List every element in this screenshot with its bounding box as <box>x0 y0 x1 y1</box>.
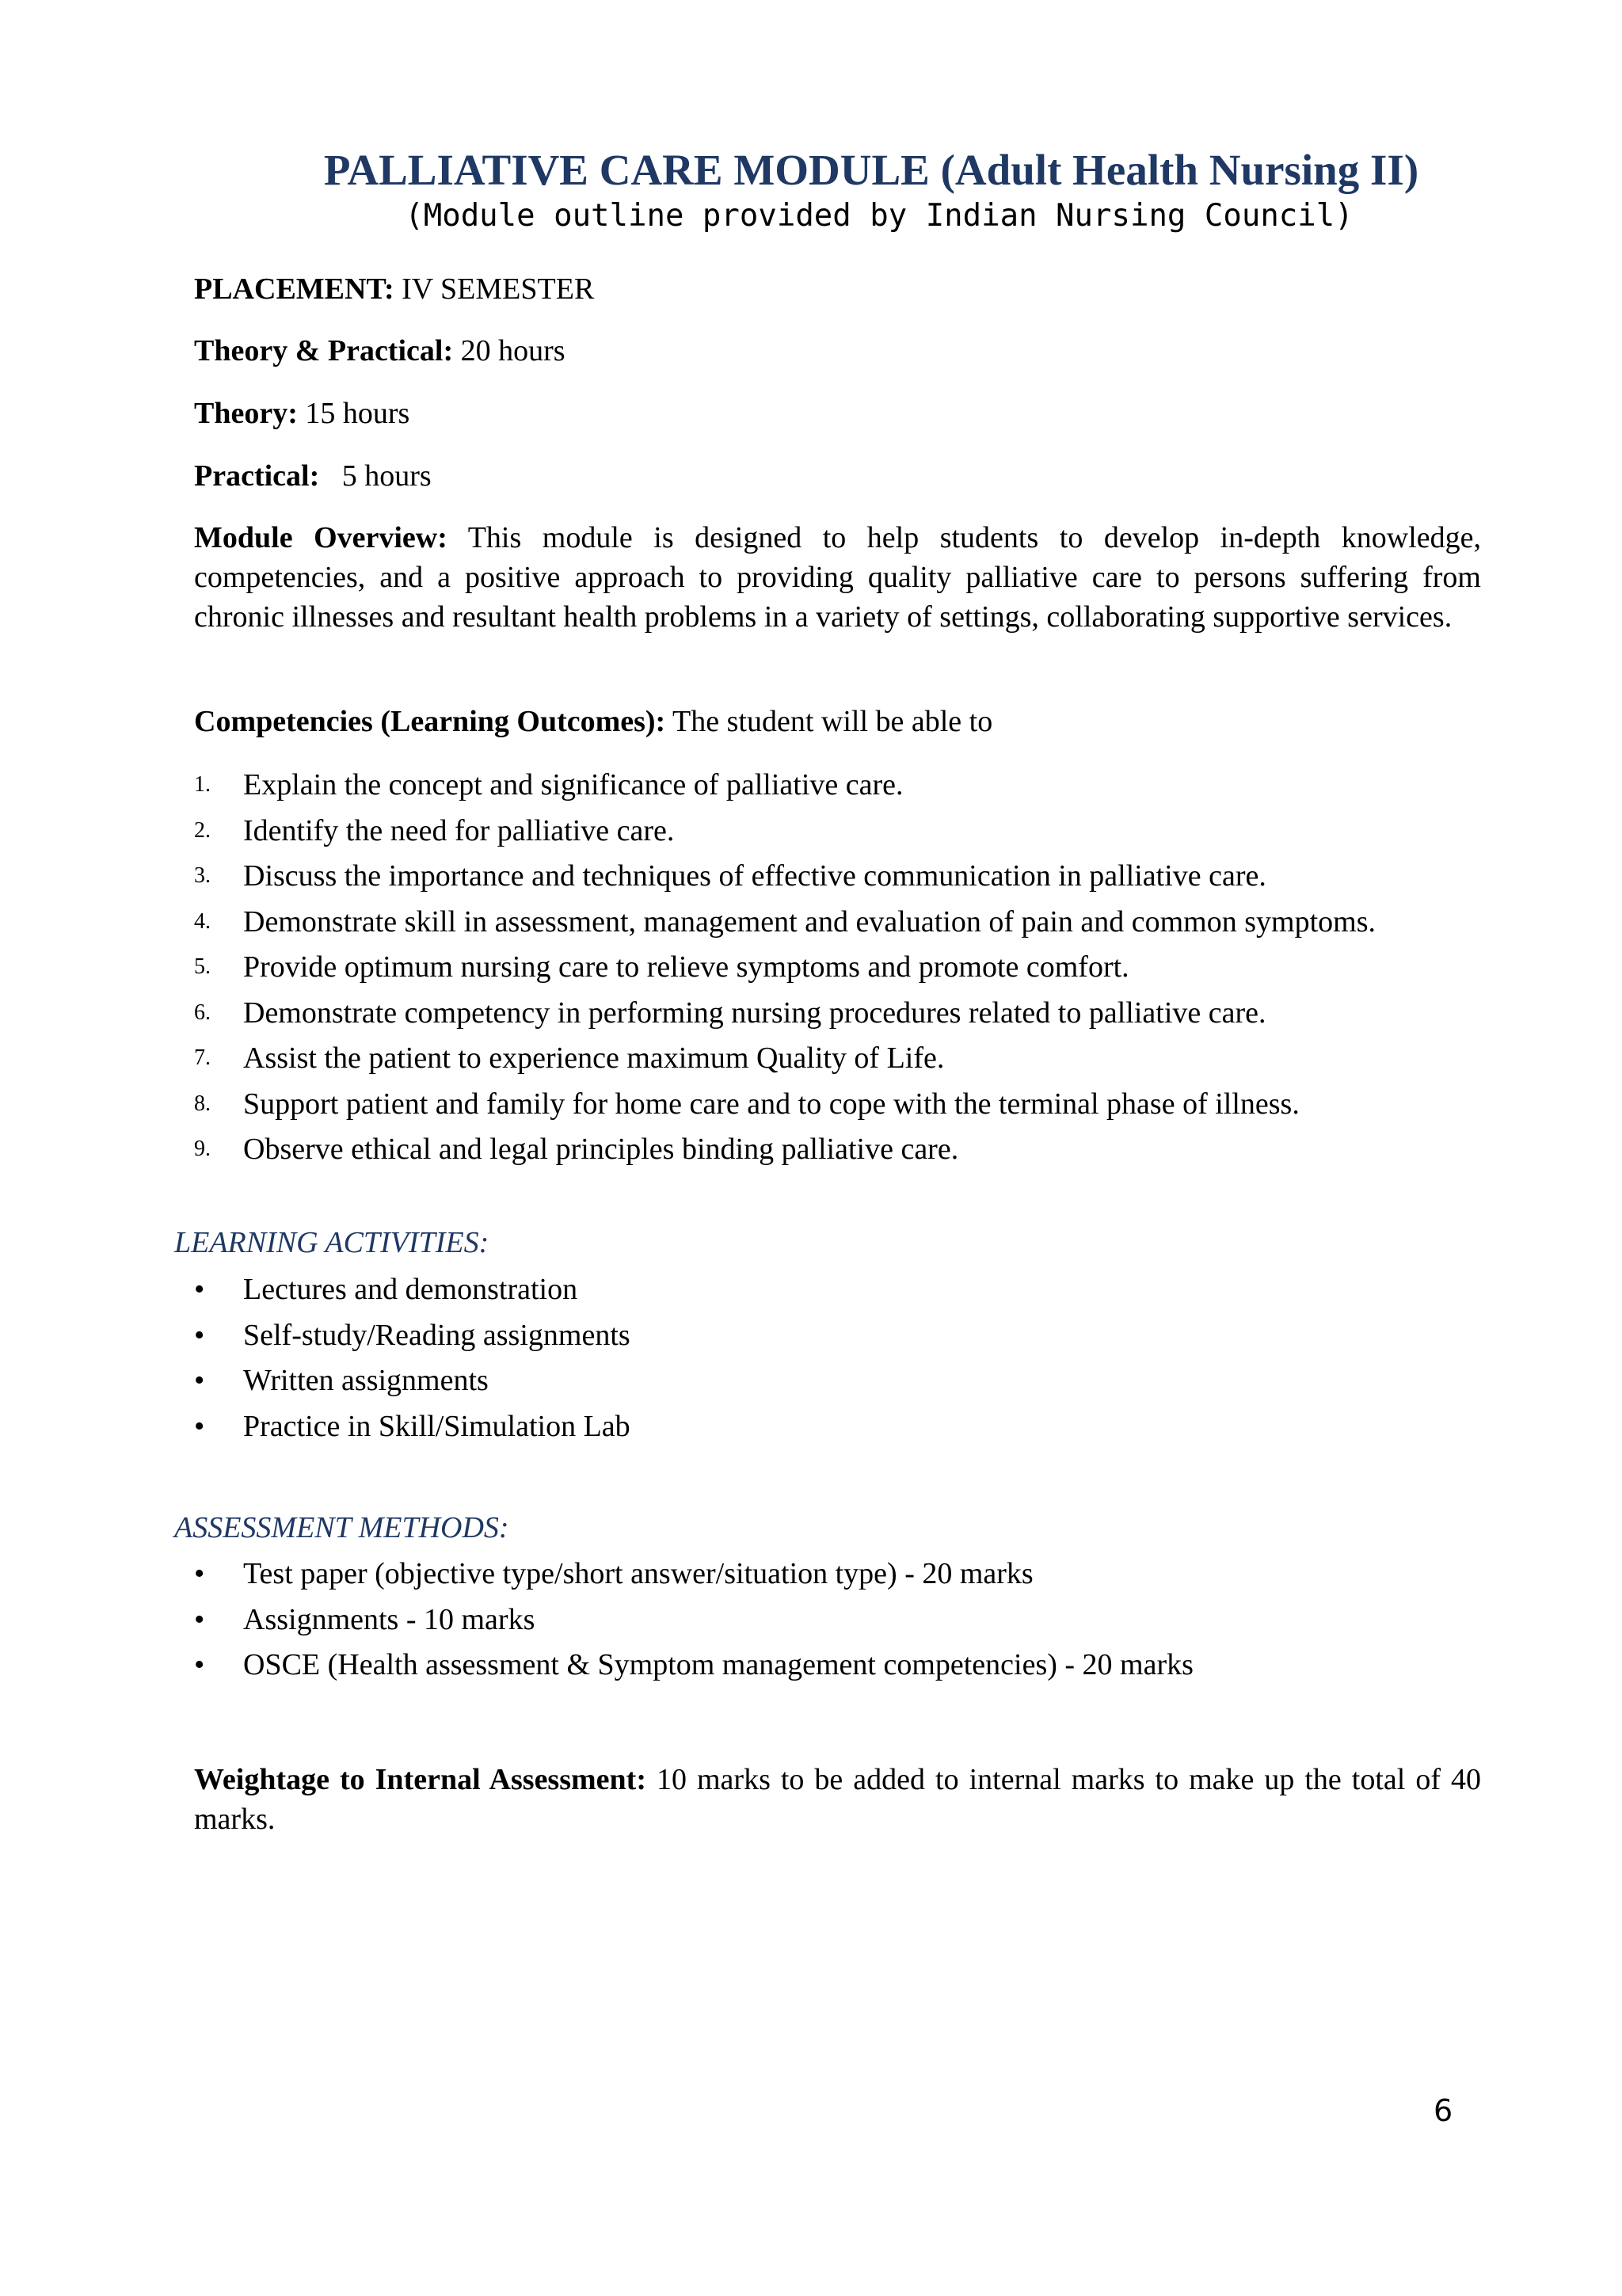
list-item <box>194 902 1540 948</box>
page-number: 6 <box>1434 2093 1453 2128</box>
list-item-text: OSCE (Health assessment & Symptom management competencies) - 20 marks <box>243 1648 1194 1681</box>
placement-line <box>194 269 594 309</box>
list-item-text: Demonstrate competency in performing nursing procedures related to palliative care. <box>243 996 1266 1030</box>
learning-activities-heading: LEARNING ACTIVITIES: <box>174 1226 489 1259</box>
placement-label: PLACEMENT: <box>194 272 394 306</box>
weightage-paragraph <box>194 1760 1481 1839</box>
list-item <box>194 811 1540 857</box>
list-item-number: 2. <box>194 817 211 843</box>
list-item-number: 5. <box>194 954 211 979</box>
theory-line <box>194 394 409 433</box>
list-item-text: Self-study/Reading assignments <box>243 1318 630 1352</box>
list-item-number: 9. <box>194 1137 211 1161</box>
list-item <box>194 1038 1540 1084</box>
practical-label: Practical: <box>194 459 320 493</box>
list-item-text: Explain the concept and significance of palliative care. <box>243 768 904 802</box>
list-item <box>194 1554 1540 1600</box>
list-item <box>194 1407 1540 1453</box>
list-item <box>194 856 1540 902</box>
list-item-number: 3. <box>194 863 211 888</box>
theory-label: Theory: <box>194 397 298 430</box>
list-item-text: Lectures and demonstration <box>243 1273 578 1306</box>
list-item-number: 4. <box>194 908 211 934</box>
module-overview <box>194 518 1481 637</box>
assessment-methods-list <box>194 1554 1540 1691</box>
competencies-list <box>194 765 1540 1175</box>
bullet-icon: • <box>194 1409 205 1443</box>
bullet-icon: • <box>194 1273 205 1306</box>
list-item-text: Test paper (objective type/short answer/situation type) - 20 marks <box>243 1557 1034 1590</box>
list-item-text: Support patient and family for home care and to cope with the terminal phase of illness. <box>243 1087 1300 1121</box>
practical-line <box>194 456 432 496</box>
page-subtitle: (Module outline provided by Indian Nursing Council) <box>405 198 1354 234</box>
list-item <box>194 1600 1540 1646</box>
theory-practical-line <box>194 331 565 371</box>
bullet-icon: • <box>194 1364 205 1397</box>
list-item-number: 8. <box>194 1091 211 1116</box>
overview-text: This module is designed to help students to develop in-depth knowledge, competencies, and a positive approach to providing quality palliative care to persons suffering from chronic illnesses and resultant health problems in a variety of settings, collaborating supportive services. <box>194 521 1482 634</box>
theory-practical-value: 20 hours <box>453 334 565 367</box>
list-item-number: 6. <box>194 1000 211 1025</box>
bullet-icon: • <box>194 1648 205 1681</box>
list-item-text: Practice in Skill/Simulation Lab <box>243 1409 630 1443</box>
list-item-text: Written assignments <box>243 1364 489 1397</box>
list-item-text: Assignments - 10 marks <box>243 1602 535 1636</box>
list-item <box>194 993 1540 1039</box>
weightage-label: Weightage to Internal Assessment: <box>194 1763 646 1796</box>
practical-value: 5 hours <box>319 459 432 493</box>
list-item <box>194 1645 1540 1691</box>
page-title: PALLIATIVE CARE MODULE (Adult Health Nursing II) <box>323 146 1419 194</box>
list-item <box>194 1129 1540 1175</box>
competencies-label: Competencies (Learning Outcomes): <box>194 705 666 738</box>
list-item-text: Identify the need for palliative care. <box>243 813 675 847</box>
competencies-intro: The student will be able to <box>665 705 993 738</box>
list-item <box>194 947 1540 993</box>
list-item <box>194 1270 1540 1316</box>
learning-activities-list <box>194 1270 1540 1452</box>
list-item-text: Observe ethical and legal principles binding palliative care. <box>243 1133 959 1166</box>
list-item <box>194 1361 1540 1407</box>
list-item-text: Assist the patient to experience maximum Quality of Life. <box>243 1041 945 1075</box>
list-item-number: 7. <box>194 1045 211 1070</box>
list-item-text: Discuss the importance and techniques of effective communication in palliative care. <box>243 859 1266 893</box>
bullet-icon: • <box>194 1602 205 1636</box>
list-item <box>194 1316 1540 1361</box>
bullet-icon: • <box>194 1557 205 1590</box>
overview-label: Module Overview: <box>194 521 447 554</box>
list-item-number: 1. <box>194 772 211 797</box>
bullet-icon: • <box>194 1318 205 1352</box>
list-item-text: Demonstrate skill in assessment, management and evaluation of pain and common symptoms. <box>243 904 1376 939</box>
theory-practical-label: Theory & Practical: <box>194 334 454 367</box>
theory-value: 15 hours <box>297 397 410 430</box>
competencies-intro-line <box>194 702 992 741</box>
weightage-text: 10 marks to be added to internal marks to make up the total of 40 marks. <box>194 1763 1481 1836</box>
list-item <box>194 1084 1540 1130</box>
placement-value: IV SEMESTER <box>394 272 595 306</box>
list-item <box>194 765 1540 811</box>
list-item-text: Provide optimum nursing care to relieve symptoms and promote comfort. <box>243 950 1129 984</box>
assessment-methods-heading: ASSESSMENT METHODS: <box>174 1511 509 1544</box>
